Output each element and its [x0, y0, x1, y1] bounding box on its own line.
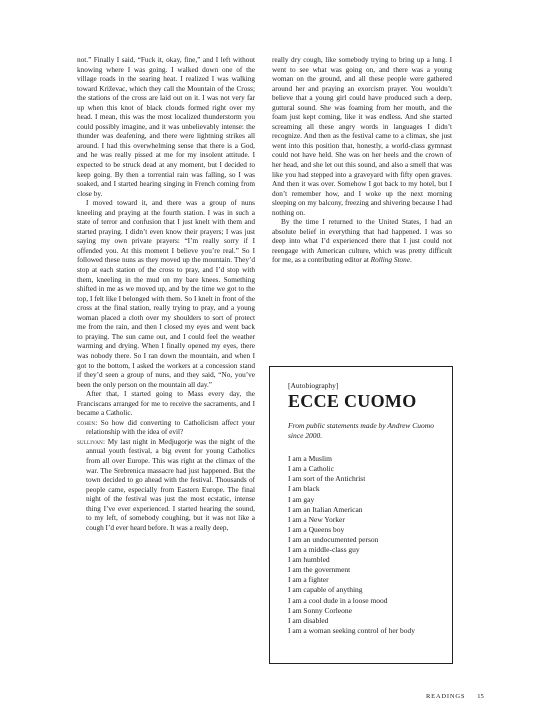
- section-name: READINGS: [426, 693, 466, 700]
- statement-item: I am Sonny Corleone: [288, 605, 352, 615]
- question-text: So how did converting to Catholicism affect your relationship with the idea of evil?: [86, 418, 256, 437]
- sidebar-intro: From public statements made by Andrew Cuomo since 2000.: [288, 421, 434, 440]
- page-number: 15: [477, 693, 484, 700]
- statement-item: I am disabled: [288, 615, 329, 625]
- statement-item: I am the government: [288, 565, 351, 575]
- statement-item: I am a fighter: [288, 575, 329, 585]
- paragraph: I moved toward it, and there was a group of nuns kneeling and praying at the fourth station. I was in such a state of terror and confusion that I just knelt with them and started praying. I didn’t even know their prayers; I was just saying my own private prayers: “I’m really sorry if I offended you. At this moment I believe you’re real.” So I followed these nuns as they moved up the mountain. They’d stop at each station of the cross to pray, and I’d stop with them, kneeling in the mud on my bare knees. Something shifted in me as we moved up, and by the time we got to the top, I felt like I belonged with them. So I knelt in front of the cross at the final station, really trying to pray, and a young woman placed a cloth over my shoulders to sort of protect me from the rain, and then I closed my eyes and went back to praying. The sun came out, and I could feel the weather warming and drying. When I finally opened my eyes, there was nobody there. So I ran down the mountain, and when I got to the bottom, I asked the workers at a concession stand if they’d seen a group of nuns, and they said, “No, you’ve been the only person on the mountain all day.”: [77, 199, 255, 389]
- speaker-label: sullivan:: [77, 437, 106, 446]
- paragraph: After that, I started going to Mass every day, the Franciscans arranged for me to receive the sacraments, and I became a Catholic.: [77, 390, 255, 418]
- statement-item: I am a New Yorker: [288, 514, 345, 524]
- statement-item: I am an Italian American: [288, 504, 363, 514]
- sidebar-kicker: [Autobiography]: [288, 381, 339, 390]
- statement-list: [288, 454, 443, 636]
- page-footer: [426, 693, 484, 700]
- paragraph: [272, 218, 452, 266]
- statement-item: I am a middle-class guy: [288, 545, 360, 555]
- statement-item: I am sort of the Antichrist: [288, 474, 366, 484]
- statement-item: I am a Catholic: [288, 464, 335, 474]
- paragraph: really dry cough, like somebody trying to bring up a lung. I went to see what was going on, and there was a young woman on the ground, and all these people were gathered around her and praying an exorcism prayer. You wouldn’t believe that a young girl could have produced such a deep, guttural sound. She was foaming from her mouth, and the foam just kept coming, like it was endless. And she started screaming all these angry words in languages I didn’t recognize. And then as the festival came to a climax, she just went into this position that, honestly, a world-class gymnast could not have held. She was on her heels and the crown of her head, and she let out this sound, and also a smell that was like you had stepped into a graveyard with fifty open graves. And then it was over. Somehow I got back to my hotel, but I don’t remember how, and I woke up the next morning sleeping on my balcony, freezing and shivering because I had nothing on.: [272, 56, 452, 217]
- answer-text: My last night in Medjugorje was the night of the annual youth festival, a big event for young Catholics from all over Europe. This was right at the climax of the war. The Srebrenica massacre had just happened. But the town decided to go ahead with the festival. Thousands of people came, especially from Eastern Europe. The final night of the festival was just the most ecstatic, intense thing I’ve ever experienced. I started hearing the sound, to my left, of somebody coughing, but it was not like a cough I’d ever heard before. It was a really deep,: [86, 437, 255, 532]
- publication-title: Rolling Stone: [370, 256, 410, 265]
- statement-item: I am humbled: [288, 555, 330, 565]
- interview-answer: [77, 438, 255, 533]
- right-column: [272, 56, 452, 266]
- paragraph-text: By the time I returned to the United States, I had an absolute belief in everything that had happened. I was so deep into what I’d experienced there that I just could not reengage with American culture, which was pretty difficult for me, as a contributing editor at: [272, 218, 452, 265]
- statement-item: I am gay: [288, 494, 315, 504]
- sidebar-content: [288, 381, 443, 636]
- statement-item: I am a Muslim: [288, 454, 332, 464]
- paragraph: not.” Finally I said, “Fuck it, okay, fine,” and I left without knowing where I was going. I walked down one of the village roads in the searing heat. I realized I was walking toward Križevac, which they call the Mountain of the Cross; the stations of the cross are laid out on it. I was not very far up when this knot of black clouds formed right over my head. I mean, this was the most localized thunderstorm you could possibly imagine, and it was unbelievably intense: the thunder was deafening, and there were lightning strikes all around. I had this overwhelming sense that there is a God, and he was really pissed at me for my insolent attitude. I expected to be struck dead at any moment, but I decided to keep going. By then a torrential rain was falling, so I was soaked, and I started hearing singing in French coming from close by.: [77, 56, 255, 198]
- interview-question: [77, 419, 255, 438]
- statement-item: I am capable of anything: [288, 585, 363, 595]
- statement-item: I am black: [288, 484, 320, 494]
- sidebar-box: [269, 366, 453, 664]
- left-column: [77, 56, 255, 533]
- paragraph-end: .: [409, 256, 412, 265]
- statement-item: I am a Queens boy: [288, 524, 345, 534]
- statement-item: I am a woman seeking control of her body: [288, 625, 416, 635]
- statement-item: I am a cool dude in a loose mood: [288, 595, 388, 605]
- speaker-label: cohen:: [77, 418, 98, 427]
- sidebar-title: ECCE CUOMO: [288, 391, 417, 411]
- statement-item: I am an undocumented person: [288, 534, 379, 544]
